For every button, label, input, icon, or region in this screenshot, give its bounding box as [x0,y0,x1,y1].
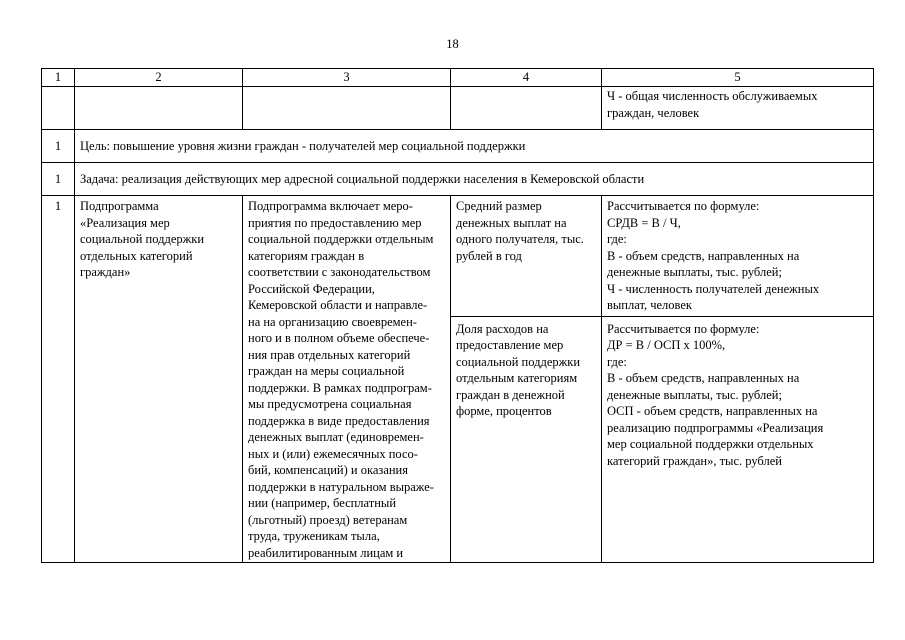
text-line: Рассчитывается по формуле: [607,199,760,213]
text-line: мы предусмотрена социальная [248,397,412,411]
indicator-cash-share-cell [451,316,602,562]
header-col-2: 2 [75,69,243,87]
goal-number: 1 [42,130,75,163]
text-line: Рассчитывается по формуле: [607,321,760,336]
text-line: Ч - численность получателей денежных [607,281,820,296]
text-line: форме, процентов [456,404,552,419]
text-line: Средний размер [456,199,542,213]
text-line: граждан» [80,265,131,279]
text-line: ОСП - объем средств, направленных на [607,404,818,419]
text-line: денежных выплат (единовремен- [248,430,424,444]
header-col-1: 1 [42,69,75,87]
text-line: социальной поддержки отдельным [248,232,434,246]
text-line: бий, компенсаций) и оказания [248,463,408,477]
text-line: В - объем средств, направленных на [607,248,800,263]
text-line: ДР = В / ОСП х 100%, [607,338,726,353]
task-text: Задача: реализация действующих мер адресной социальной поддержки населения в Кемеровской области [75,163,874,196]
text-line: поддержки в натуральном выраже- [248,479,434,494]
text-line: рублей в год [456,248,522,263]
text-line: нии (например, бесплатный [248,496,397,510]
text-line: труда, труженикам тыла, [248,529,380,543]
task-number: 1 [42,163,75,196]
text-line: денежные выплаты, тыс. рублей; [607,265,782,279]
text-line: СРДВ = В / Ч, [607,215,681,230]
formula-avg-payment-cell [602,196,874,317]
text-line: реализацию подпрограммы «Реализация [607,420,824,435]
text-line: где: [607,354,627,369]
text-line: реабилитированным лицам и [248,545,404,560]
table-header-row [42,69,874,87]
text-line: граждан в денежной [456,387,565,402]
text-line: граждан, человек [607,105,700,120]
header-col-3: 3 [243,69,451,87]
goal-text: Цель: повышение уровня жизни граждан - получателей мер социальной поддержки [75,130,874,163]
text-line: отдельных категорий [80,248,193,263]
subprogram-name-cell [75,196,243,563]
subprogram-number: 1 [42,196,75,563]
header-col-4: 4 [451,69,602,87]
header-col-5: 5 [602,69,874,87]
text-line: Российской Федерации, [248,281,375,296]
text-line: категорий граждан», тыс. рублей [607,453,782,468]
text-line: где: [607,232,627,246]
text-line: Доля расходов на [456,321,549,336]
page-number: 18 [446,37,459,51]
text-line: ного и в полном объеме обеспече- [248,331,430,345]
cell-empty [75,87,243,130]
cell-empty [42,87,75,130]
text-line: (льготный) проезд) ветеранам [248,512,408,527]
indicator-avg-payment-cell [451,196,602,317]
text-line: соответствии с законодательством [248,265,431,279]
continuation-formula-cell [602,87,874,130]
text-line: поддержка в виде предоставления [248,413,430,428]
text-line: социальной поддержки [456,354,581,369]
text-line: социальной поддержки [80,232,205,246]
text-line: категориям граждан в [248,248,365,263]
text-line: на на организацию своевремен- [248,314,417,329]
text-line: приятия по предоставлению мер [248,215,422,230]
text-line: Кемеровской области и направле- [248,298,428,312]
text-line: одного получателя, тыс. [456,232,584,246]
indicators-table [41,68,874,563]
text-line: «Реализация мер [80,215,170,230]
subprogram-description-cell [243,196,451,563]
table-row-goal [42,130,874,163]
text-line: Ч - общая численность обслуживаемых [607,89,818,103]
cell-empty [243,87,451,130]
text-line: мер социальной поддержки отдельных [607,437,814,452]
text-line: ния прав отдельных категорий [248,347,411,362]
table-row-task [42,163,874,196]
formula-cash-share-cell [602,316,874,562]
text-line: Подпрограмма [80,199,159,213]
text-line: Подпрограмма включает меро- [248,199,413,213]
table-row-subprogram [42,196,874,317]
text-line: В - объем средств, направленных на [607,371,800,386]
text-line: граждан на меры социальной [248,364,405,378]
text-line: предоставление мер [456,338,564,353]
text-line: денежные выплаты, тыс. рублей; [607,387,782,402]
cell-empty [451,87,602,130]
table-row-continuation [42,87,874,130]
text-line: выплат, человек [607,298,692,312]
text-line: отдельным категориям [456,371,578,386]
text-line: поддержки. В рамках подпрограм- [248,380,432,395]
text-line: денежных выплат на [456,215,567,230]
text-line: ных и (или) ежемесячных посо- [248,446,418,461]
